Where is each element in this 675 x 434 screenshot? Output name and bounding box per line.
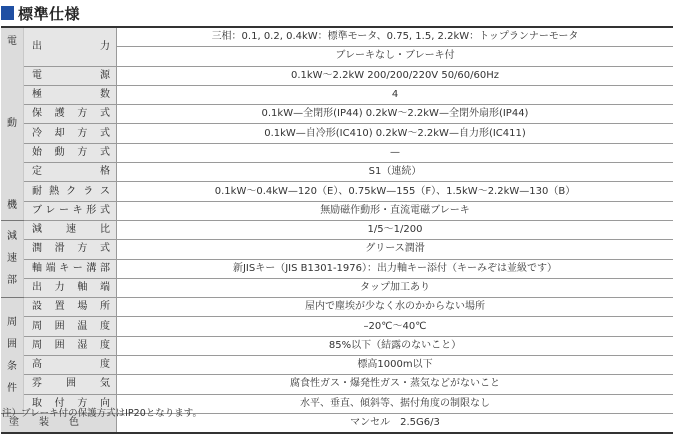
row-value: 水平、垂直、傾斜等、据付角度の制限なし [117, 394, 674, 413]
table-row [1, 220, 673, 239]
row-value: グリース潤滑 [117, 240, 674, 259]
row-label: 軸端キー溝部 [24, 259, 117, 278]
table-row [1, 298, 673, 317]
table-row [1, 259, 673, 278]
group-char: 電 [7, 35, 17, 47]
row-label: 出 力 [24, 27, 117, 66]
table-row [1, 201, 673, 220]
row-value: マンセル 2.5G6/3 [117, 413, 674, 433]
group-motor [1, 27, 24, 220]
row-value: 屋内で塵埃が少なく水のかからない場所 [117, 298, 674, 317]
table-row [1, 105, 673, 124]
row-value: 0.1kW～2.2kW 200/200/220V 50/60/60Hz [117, 66, 674, 85]
group-char: 囲 [7, 338, 17, 350]
row-value: 腐食性ガス・爆発性ガス・蒸気などがないこと [117, 375, 674, 394]
row-label: 周囲湿度 [24, 336, 117, 355]
group-char: 部 [7, 275, 17, 287]
row-value: 85%以下（結露のないこと） [117, 336, 674, 355]
table-row [1, 182, 673, 201]
row-label: 雰囲気 [24, 375, 117, 394]
group-char: 周 [7, 316, 17, 328]
group-char: 減 [7, 231, 17, 243]
row-label: 冷却方式 [24, 124, 117, 143]
row-label: 耐熱クラス [24, 182, 117, 201]
row-label: 始動方式 [24, 143, 117, 162]
row-value: 1/5～1/200 [117, 220, 674, 239]
spec-table [1, 26, 673, 434]
row-value: S1（連続） [117, 163, 674, 182]
paint-label: 塗 装 色 [1, 413, 117, 433]
row-value: 0.1kW—全閉形(IP44) 0.2kW～2.2kW—全閉外扇形(IP44) [117, 105, 674, 124]
table-row [1, 27, 673, 47]
row-label: 電 源 [24, 66, 117, 85]
table-row [1, 163, 673, 182]
group-ambient [1, 298, 24, 414]
group-char: 速 [7, 253, 17, 265]
row-label: 定 格 [24, 163, 117, 182]
table-row [1, 66, 673, 85]
table-row [1, 124, 673, 143]
row-value: — [117, 143, 674, 162]
group-char: 条 [7, 360, 17, 372]
row-value: タップ加工あり [117, 278, 674, 297]
row-value: 無励磁作動形・直流電磁ブレーキ [117, 201, 674, 220]
row-label: 極 数 [24, 85, 117, 104]
row-value: 三相：0.1, 0.2, 0.4kW：標準モータ、0.75, 1.5, 2.2kW：トップランナーモータ [117, 27, 674, 47]
table-row [1, 278, 673, 297]
row-value: –20℃～40℃ [117, 317, 674, 336]
row-label: 取付方向 [24, 394, 117, 413]
row-value: ブレーキなし・ブレーキ付 [117, 47, 674, 66]
table-row [1, 240, 673, 259]
row-value: 新JISキー（JIS B1301-1976）：出力軸キー添付（キーみぞは並級です） [117, 259, 674, 278]
group-char: 機 [7, 199, 17, 211]
row-label: 出力軸端 [24, 278, 117, 297]
row-label: 保護方式 [24, 105, 117, 124]
row-label: 高 度 [24, 356, 117, 375]
row-label: 設置場所 [24, 298, 117, 317]
footnote: 注）ブレーキ付の保護方式はIP20となります。 [2, 408, 202, 419]
table-row [1, 143, 673, 162]
group-char: 動 [7, 117, 17, 129]
table-row [1, 375, 673, 394]
title-square-icon [1, 6, 14, 20]
section-title [0, 3, 80, 23]
table-row [1, 85, 673, 104]
row-label: 周囲温度 [24, 317, 117, 336]
row-label: 潤滑方式 [24, 240, 117, 259]
group-char: 件 [7, 382, 17, 394]
title-text: 標準仕様 [18, 4, 81, 23]
row-value: 0.1kW—自冷形(IC410) 0.2kW～2.2kW—自力形(IC411) [117, 124, 674, 143]
row-value: 4 [117, 85, 674, 104]
table-row [1, 356, 673, 375]
row-label: ブレーキ形式 [24, 201, 117, 220]
row-value: 0.1kW～0.4kW—120（E）、0.75kW—155（F）、1.5kW～2.2kW—130（B） [117, 182, 674, 201]
group-reducer [1, 220, 24, 297]
table-row [1, 317, 673, 336]
row-label: 減速比 [24, 220, 117, 239]
table-row [1, 336, 673, 355]
row-value: 標高1000m以下 [117, 356, 674, 375]
